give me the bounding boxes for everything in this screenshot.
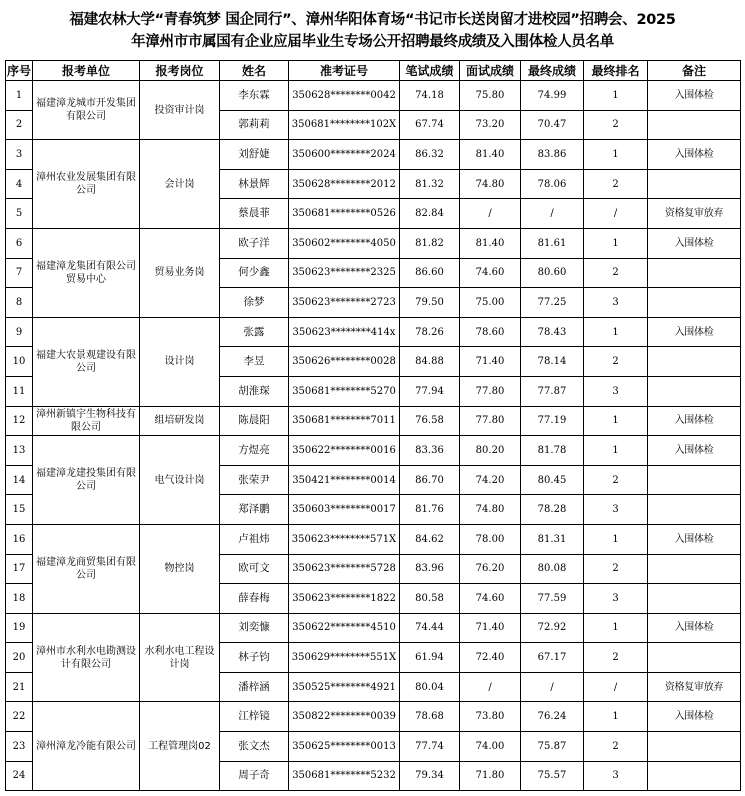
- col-header-exam-id: 准考证号: [289, 61, 400, 81]
- cell-name: 李昱: [220, 347, 289, 377]
- cell-rank: 1: [584, 81, 648, 111]
- cell-serial-no: 11: [6, 376, 33, 406]
- cell-serial-no: 21: [6, 672, 33, 702]
- cell-name: 胡淮琛: [220, 376, 289, 406]
- cell-post: 水利水电工程设计岗: [140, 613, 220, 702]
- cell-interview-score: /: [460, 672, 521, 702]
- cell-serial-no: 22: [6, 702, 33, 732]
- cell-interview-score: 75.00: [460, 288, 521, 318]
- cell-written-score: 82.84: [400, 199, 460, 229]
- cell-rank: 1: [584, 317, 648, 347]
- table-row: [6, 524, 741, 554]
- cell-written-score: 80.58: [400, 584, 460, 614]
- cell-unit: 福建漳龙城市开发集团有限公司: [33, 81, 140, 140]
- cell-interview-score: 78.60: [460, 317, 521, 347]
- cell-interview-score: 74.00: [460, 732, 521, 762]
- cell-exam-id: 350421********0014: [289, 465, 400, 495]
- cell-rank: 1: [584, 140, 648, 170]
- cell-interview-score: 77.80: [460, 376, 521, 406]
- cell-written-score: 74.18: [400, 81, 460, 111]
- cell-written-score: 86.70: [400, 465, 460, 495]
- cell-serial-no: 17: [6, 554, 33, 584]
- cell-rank: 3: [584, 376, 648, 406]
- cell-final-score: 77.59: [521, 584, 584, 614]
- cell-serial-no: 6: [6, 228, 33, 258]
- cell-exam-id: 350628********0042: [289, 81, 400, 111]
- cell-unit: 漳州市水利水电勘测设计有限公司: [33, 613, 140, 702]
- cell-rank: 3: [584, 288, 648, 318]
- table-row: [6, 613, 741, 643]
- cell-rank: 1: [584, 228, 648, 258]
- cell-exam-id: 350623********1822: [289, 584, 400, 614]
- cell-rank: 2: [584, 465, 648, 495]
- cell-exam-id: 350525********4921: [289, 672, 400, 702]
- cell-name: 潘梓涵: [220, 672, 289, 702]
- cell-serial-no: 10: [6, 347, 33, 377]
- cell-written-score: 79.34: [400, 761, 460, 791]
- cell-serial-no: 8: [6, 288, 33, 318]
- cell-name: 郑泽鹏: [220, 495, 289, 525]
- cell-exam-id: 350681********5232: [289, 761, 400, 791]
- cell-name: 蔡晨菲: [220, 199, 289, 229]
- cell-unit: 福建漳龙集团有限公司贸易中心: [33, 228, 140, 317]
- cell-exam-id: 350822********0039: [289, 702, 400, 732]
- cell-final-score: /: [521, 199, 584, 229]
- title-line-2: 年漳州市市属国有企业应届毕业生专场公开招聘最终成绩及入围体检人员名单: [131, 34, 614, 50]
- cell-name: 刘奕慷: [220, 613, 289, 643]
- cell-post: 物控岗: [140, 524, 220, 613]
- col-header-unit: 报考单位: [33, 61, 140, 81]
- cell-post: 工程管理岗02: [140, 702, 220, 791]
- cell-written-score: 67.74: [400, 110, 460, 140]
- col-header-rank: 最终排名: [584, 61, 648, 81]
- cell-name: 张荣尹: [220, 465, 289, 495]
- cell-unit: 福建大农景观建设有限公司: [33, 317, 140, 406]
- cell-exam-id: 350681********5270: [289, 376, 400, 406]
- cell-written-score: 78.26: [400, 317, 460, 347]
- cell-remark: 入围体检: [648, 140, 741, 170]
- cell-final-score: 81.78: [521, 436, 584, 466]
- cell-interview-score: 71.40: [460, 613, 521, 643]
- cell-remark: [648, 465, 741, 495]
- cell-rank: 2: [584, 732, 648, 762]
- table-row: [6, 140, 741, 170]
- cell-rank: 2: [584, 258, 648, 288]
- cell-exam-id: 350681********7011: [289, 406, 400, 436]
- cell-unit: 漳州新镇宇生物科技有限公司: [33, 406, 140, 436]
- cell-interview-score: 77.80: [460, 406, 521, 436]
- cell-rank: 2: [584, 169, 648, 199]
- cell-final-score: 75.57: [521, 761, 584, 791]
- cell-interview-score: 78.00: [460, 524, 521, 554]
- cell-rank: 3: [584, 584, 648, 614]
- cell-remark: 入围体检: [648, 702, 741, 732]
- cell-name: 欧子洋: [220, 228, 289, 258]
- cell-remark: 资格复审放弃: [648, 672, 741, 702]
- cell-rank: 1: [584, 436, 648, 466]
- cell-exam-id: 350622********4510: [289, 613, 400, 643]
- cell-final-score: 77.87: [521, 376, 584, 406]
- cell-name: 卢祖炜: [220, 524, 289, 554]
- cell-serial-no: 16: [6, 524, 33, 554]
- cell-serial-no: 20: [6, 643, 33, 673]
- cell-serial-no: 3: [6, 140, 33, 170]
- cell-unit: 漳州漳龙冷能有限公司: [33, 702, 140, 791]
- cell-exam-id: 350623********2325: [289, 258, 400, 288]
- cell-written-score: 83.96: [400, 554, 460, 584]
- cell-final-score: 75.87: [521, 732, 584, 762]
- cell-written-score: 74.44: [400, 613, 460, 643]
- cell-exam-id: 350629********551X: [289, 643, 400, 673]
- cell-serial-no: 4: [6, 169, 33, 199]
- cell-remark: [648, 761, 741, 791]
- results-table: [5, 60, 741, 791]
- cell-serial-no: 14: [6, 465, 33, 495]
- cell-post: 贸易业务岗: [140, 228, 220, 317]
- cell-remark: [648, 347, 741, 377]
- cell-interview-score: 76.20: [460, 554, 521, 584]
- cell-name: 李东霖: [220, 81, 289, 111]
- cell-remark: [648, 110, 741, 140]
- cell-exam-id: 350623********5728: [289, 554, 400, 584]
- cell-serial-no: 19: [6, 613, 33, 643]
- cell-final-score: 80.08: [521, 554, 584, 584]
- cell-written-score: 84.88: [400, 347, 460, 377]
- cell-final-score: 78.28: [521, 495, 584, 525]
- cell-final-score: 74.99: [521, 81, 584, 111]
- cell-post: 会计岗: [140, 140, 220, 229]
- table-row: [6, 406, 741, 436]
- cell-rank: 1: [584, 406, 648, 436]
- cell-serial-no: 13: [6, 436, 33, 466]
- cell-post: 电气设计岗: [140, 436, 220, 525]
- cell-written-score: 80.04: [400, 672, 460, 702]
- cell-written-score: 77.74: [400, 732, 460, 762]
- cell-name: 林子钧: [220, 643, 289, 673]
- cell-name: 郭莉莉: [220, 110, 289, 140]
- col-header-name: 姓名: [220, 61, 289, 81]
- cell-interview-score: 74.20: [460, 465, 521, 495]
- table-body: [6, 81, 741, 791]
- cell-rank: 3: [584, 761, 648, 791]
- cell-exam-id: 350623********414x: [289, 317, 400, 347]
- cell-final-score: 78.14: [521, 347, 584, 377]
- cell-interview-score: 75.80: [460, 81, 521, 111]
- cell-written-score: 86.32: [400, 140, 460, 170]
- cell-interview-score: 72.40: [460, 643, 521, 673]
- title-line-1: 福建农林大学“青春筑梦 国企同行”、漳州华阳体育场“书记市长送岗留才进校园”招聘会、2025: [69, 12, 676, 28]
- col-header-remark: 备注: [648, 61, 741, 81]
- cell-interview-score: 74.60: [460, 258, 521, 288]
- cell-final-score: 77.19: [521, 406, 584, 436]
- cell-exam-id: 350622********0016: [289, 436, 400, 466]
- cell-written-score: 83.36: [400, 436, 460, 466]
- cell-final-score: 80.45: [521, 465, 584, 495]
- cell-interview-score: 74.60: [460, 584, 521, 614]
- cell-interview-score: 71.40: [460, 347, 521, 377]
- cell-final-score: 81.61: [521, 228, 584, 258]
- cell-remark: 入围体检: [648, 524, 741, 554]
- cell-serial-no: 5: [6, 199, 33, 229]
- cell-rank: 1: [584, 613, 648, 643]
- col-header-post: 报考岗位: [140, 61, 220, 81]
- cell-remark: 资格复审放弃: [648, 199, 741, 229]
- cell-serial-no: 24: [6, 761, 33, 791]
- cell-serial-no: 9: [6, 317, 33, 347]
- cell-name: 陈晨阳: [220, 406, 289, 436]
- cell-remark: [648, 376, 741, 406]
- cell-name: 方煜亮: [220, 436, 289, 466]
- cell-written-score: 81.32: [400, 169, 460, 199]
- cell-remark: [648, 643, 741, 673]
- cell-serial-no: 2: [6, 110, 33, 140]
- cell-exam-id: 350623********571X: [289, 524, 400, 554]
- cell-remark: [648, 258, 741, 288]
- cell-rank: 1: [584, 702, 648, 732]
- cell-rank: 2: [584, 643, 648, 673]
- cell-name: 江梓镜: [220, 702, 289, 732]
- cell-remark: [648, 584, 741, 614]
- cell-interview-score: 71.80: [460, 761, 521, 791]
- cell-exam-id: 350681********102X: [289, 110, 400, 140]
- cell-serial-no: 12: [6, 406, 33, 436]
- cell-interview-score: 73.80: [460, 702, 521, 732]
- cell-final-score: 70.47: [521, 110, 584, 140]
- cell-final-score: 67.17: [521, 643, 584, 673]
- cell-rank: 1: [584, 524, 648, 554]
- table-row: [6, 436, 741, 466]
- cell-written-score: 81.76: [400, 495, 460, 525]
- cell-written-score: 78.68: [400, 702, 460, 732]
- cell-remark: 入围体检: [648, 228, 741, 258]
- cell-rank: 3: [584, 495, 648, 525]
- cell-exam-id: 350626********0028: [289, 347, 400, 377]
- cell-rank: /: [584, 199, 648, 229]
- cell-exam-id: 350623********2723: [289, 288, 400, 318]
- cell-serial-no: 1: [6, 81, 33, 111]
- cell-name: 徐梦: [220, 288, 289, 318]
- cell-name: 林景辉: [220, 169, 289, 199]
- cell-final-score: /: [521, 672, 584, 702]
- cell-exam-id: 350602********4050: [289, 228, 400, 258]
- cell-written-score: 76.58: [400, 406, 460, 436]
- cell-name: 欧可文: [220, 554, 289, 584]
- cell-unit: 福建漳龙商贸集团有限公司: [33, 524, 140, 613]
- cell-rank: /: [584, 672, 648, 702]
- cell-exam-id: 350628********2012: [289, 169, 400, 199]
- table-row: [6, 317, 741, 347]
- cell-remark: [648, 495, 741, 525]
- cell-rank: 2: [584, 554, 648, 584]
- cell-final-score: 76.24: [521, 702, 584, 732]
- cell-interview-score: 81.40: [460, 140, 521, 170]
- cell-post: 组培研发岗: [140, 406, 220, 436]
- cell-interview-score: 80.20: [460, 436, 521, 466]
- cell-exam-id: 350600********2024: [289, 140, 400, 170]
- cell-written-score: 86.60: [400, 258, 460, 288]
- cell-interview-score: 81.40: [460, 228, 521, 258]
- col-header-no: 序号: [6, 61, 33, 81]
- cell-interview-score: /: [460, 199, 521, 229]
- cell-remark: [648, 732, 741, 762]
- cell-written-score: 81.82: [400, 228, 460, 258]
- cell-serial-no: 7: [6, 258, 33, 288]
- cell-remark: 入围体检: [648, 613, 741, 643]
- cell-final-score: 77.25: [521, 288, 584, 318]
- cell-name: 张露: [220, 317, 289, 347]
- cell-final-score: 80.60: [521, 258, 584, 288]
- cell-rank: 2: [584, 110, 648, 140]
- cell-final-score: 81.31: [521, 524, 584, 554]
- cell-remark: [648, 554, 741, 584]
- cell-serial-no: 18: [6, 584, 33, 614]
- cell-unit: 福建漳龙建投集团有限公司: [33, 436, 140, 525]
- cell-exam-id: 350625********0013: [289, 732, 400, 762]
- cell-final-score: 78.06: [521, 169, 584, 199]
- cell-remark: 入围体检: [648, 406, 741, 436]
- cell-remark: 入围体检: [648, 81, 741, 111]
- cell-post: 投资审计岗: [140, 81, 220, 140]
- table-row: [6, 702, 741, 732]
- cell-name: 何少鑫: [220, 258, 289, 288]
- col-header-final: 最终成绩: [521, 61, 584, 81]
- cell-written-score: 61.94: [400, 643, 460, 673]
- cell-remark: [648, 288, 741, 318]
- cell-written-score: 77.94: [400, 376, 460, 406]
- cell-interview-score: 74.80: [460, 495, 521, 525]
- cell-name: 薛春梅: [220, 584, 289, 614]
- cell-exam-id: 350681********0526: [289, 199, 400, 229]
- cell-remark: [648, 169, 741, 199]
- cell-remark: 入围体检: [648, 436, 741, 466]
- cell-name: 张文杰: [220, 732, 289, 762]
- cell-interview-score: 73.20: [460, 110, 521, 140]
- col-header-interview: 面试成绩: [460, 61, 521, 81]
- cell-interview-score: 74.80: [460, 169, 521, 199]
- cell-written-score: 79.50: [400, 288, 460, 318]
- cell-final-score: 78.43: [521, 317, 584, 347]
- cell-exam-id: 350603********0017: [289, 495, 400, 525]
- cell-serial-no: 15: [6, 495, 33, 525]
- cell-written-score: 84.62: [400, 524, 460, 554]
- table-row: [6, 228, 741, 258]
- cell-final-score: 72.92: [521, 613, 584, 643]
- cell-name: 周子奇: [220, 761, 289, 791]
- document-title: [0, 0, 745, 50]
- col-header-written: 笔试成绩: [400, 61, 460, 81]
- cell-serial-no: 23: [6, 732, 33, 762]
- cell-remark: 入围体检: [648, 317, 741, 347]
- cell-unit: 漳州农业发展集团有限公司: [33, 140, 140, 229]
- table-row: [6, 81, 741, 111]
- cell-post: 设计岗: [140, 317, 220, 406]
- cell-name: 刘舒婕: [220, 140, 289, 170]
- cell-final-score: 83.86: [521, 140, 584, 170]
- header-row: [6, 61, 741, 81]
- cell-rank: 2: [584, 347, 648, 377]
